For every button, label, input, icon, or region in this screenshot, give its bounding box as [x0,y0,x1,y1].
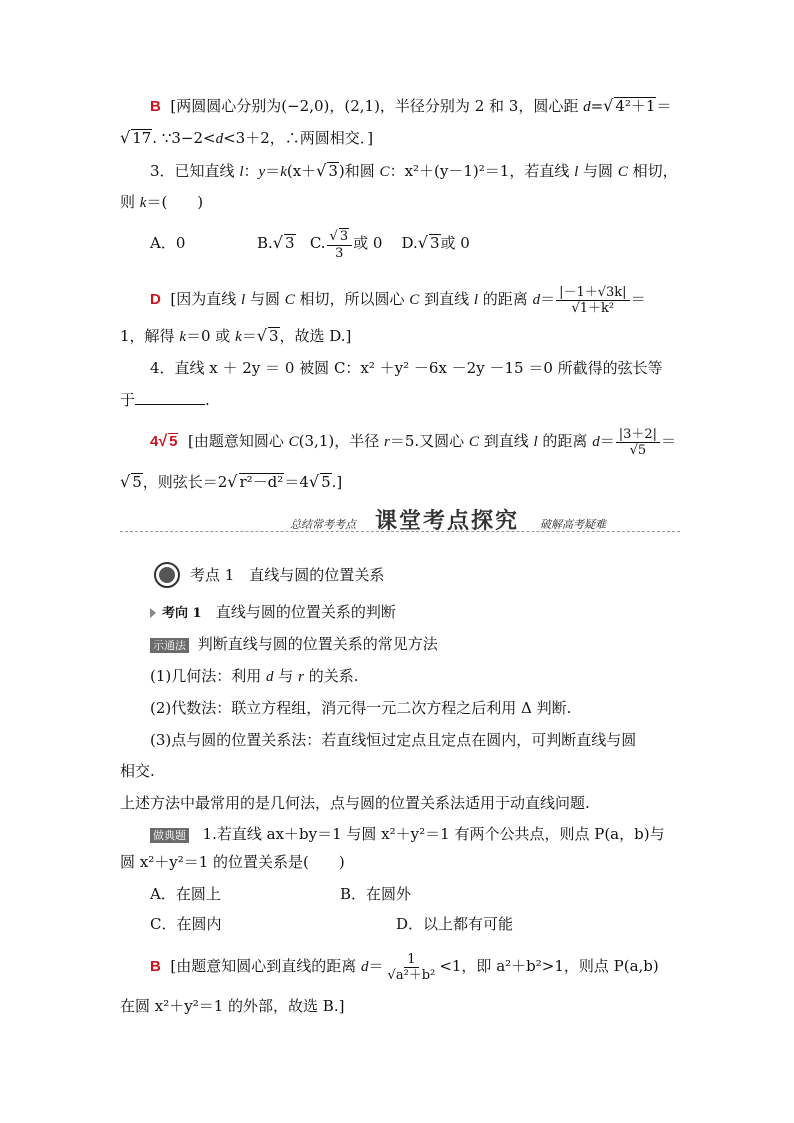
denominator: √5 [629,442,647,458]
kaoxiang-label: 考向 1 [162,606,202,621]
denominator: √1＋k² [571,300,615,316]
stem-text: ＝ [265,162,281,180]
kaodian-title: 考点 1 直线与圆的位置关系 [190,566,385,584]
stem-text: 4．直线 x ＋ 2y ＝ 0 被圆 C：x² ＋y² －6x －2y －15 ＝0 所截得的弦长等 [150,359,663,377]
answer-value: 4√ 5 [150,433,178,450]
q2-answer-line2 [120,128,373,149]
sqrt-sign: √ [120,472,131,491]
answer-letter: B [150,958,161,975]
q2-answer-line1 [150,96,672,117]
kaoxiang-heading [150,602,396,624]
stem-text: )和圆 [338,162,380,180]
method-text: 与 [273,667,299,685]
answer-text: .] [331,473,343,491]
option-b [257,234,296,252]
banner-title: 课堂考点探究 [375,509,520,534]
sqrt-sign: √ [227,472,238,491]
numerator: |3＋2| [616,427,660,443]
sqrt-sign: √ [272,233,283,252]
radicand: 5 [321,473,331,491]
option-d [402,234,470,252]
option-a: A．在圆上 [150,885,221,903]
answer-text: ，则弦长＝2 [142,473,228,491]
denominator: 3 [335,245,344,261]
method-text: 上述方法中最常用的是几何法，点与圆的位置关系法适用于动直线问题. [120,794,590,812]
sqrt-sign: √ [256,326,267,345]
banner-left-caption: 总结常考考点 [290,518,356,531]
answer-letter: B [150,98,161,115]
answer-text: (3,1)，半径 [298,432,384,450]
method-summary [120,793,590,813]
answer-text: ，故选 D.] [279,327,352,345]
answer-text: 到直线 [419,290,474,308]
var-l: l [239,164,244,180]
stem-text: ： [243,162,259,180]
q3-options [150,226,470,261]
stem-text: 相切， [627,162,678,180]
stem-text: (x＋ [286,162,317,180]
answer-text: <3＋2，∴两圆相交．] [223,129,374,147]
divider [120,531,680,532]
method-text: (2)代数法：联立方程组，消元得一元二次方程之后利用 Δ 判断. [150,699,572,717]
equals: ＝ [661,432,677,450]
sqrt-sign: √ [308,472,320,491]
var-k: k [280,164,287,180]
option-a: A．0 [150,234,186,252]
var-l: l [533,434,538,450]
option-text: 或 0 [353,234,383,252]
answer-text: [由题意知圆心到直线的距离 [170,957,362,975]
answer-text: ＝4 [284,473,309,491]
section-banner [120,504,680,534]
triangle-right-icon [150,608,156,618]
sqrt-sign: √ [316,161,327,180]
answer-text: ＝0 或 [185,327,236,345]
method-text: 相交. [120,762,155,780]
answer-text: ＝ [241,327,257,345]
equals: ＝ [540,290,556,308]
answer-text: 与圆 [245,290,285,308]
var-l: l [473,292,479,308]
circle-bullet-icon [154,562,180,588]
stem-text: 圆 x²＋y²＝1 的位置关系是( ) [120,853,345,871]
var-y: y [258,164,266,180]
denominator: √a²＋b² [387,967,436,983]
var-k: k [179,329,186,345]
example-options-row2 [150,914,513,934]
fraction [385,952,439,983]
option-label: C. [309,234,326,252]
answer-text: 到直线 [478,432,534,450]
answer-text: [两圆圆心分别为(−2,0)，(2,1)，半径分别为 2 和 3，圆心距 [170,97,584,115]
stem-text: ＝( ) [146,193,204,211]
option-c [309,228,383,261]
option-text: 或 0 [440,234,470,252]
answer-text: 的距离 [537,432,593,450]
radicand: 17 [132,129,152,147]
answer-blank[interactable] [135,390,205,405]
answer-text: 相切，所以圆心 [294,290,410,308]
equals: = [590,97,604,115]
method-heading [150,634,438,654]
example-options-row1 [150,884,411,904]
var-d: d [215,131,224,147]
var-d: d [592,434,600,450]
var-d: d [361,959,369,975]
var-c: C [468,434,479,450]
radicand: 3 [328,162,338,180]
stem-text: 则 [120,193,140,211]
stem-text: 1.若直线 ax＋by＝1 与圆 x²＋y²＝1 有两个公共点，则点 P(a，b)与 [202,825,665,843]
fraction: $\frac{√ 3}{3}$ [327,228,353,261]
var-c: C [288,434,299,450]
method-item-1 [150,666,358,687]
equals: ＝ [368,957,384,975]
method-title: 判断直线与圆的位置关系的常见方法 [197,635,438,653]
option-d: D．以上都有可能 [396,915,514,933]
example-stem-line1 [150,824,665,844]
kaoxiang-title: 直线与圆的位置关系的判断 [215,603,396,621]
answer-text: 在圆 x²＋y²＝1 的外部，故选 B.] [120,997,345,1015]
example-answer-line1 [150,948,659,985]
answer-text: 1，解得 [120,327,180,345]
equals: ＝ [630,290,646,308]
answer-text: [由题意知圆心 [188,432,289,450]
q4-stem-line1 [150,358,663,378]
answer-text: 的距离 [478,290,533,308]
var-l: l [241,292,246,308]
answer-text: [因为直线 [170,290,242,308]
radicand: 3 [429,234,440,252]
sqrt-sign: √ [603,96,614,115]
radicand: 4²＋1 [615,97,656,115]
answer-letter: D [150,291,161,308]
method-item-3 [150,730,636,750]
method-tag: 示通法 [150,638,189,653]
sqrt-sign: √ [120,128,131,147]
radicand: r²－d² [239,473,284,491]
radicand: 3 [339,228,349,244]
var-d: d [583,99,591,115]
stem-text: . [205,391,210,409]
method-text: 的关系. [303,667,359,685]
q3-answer-line1 [150,282,646,317]
var-c: C [379,164,390,180]
numerator: 1 [404,952,418,968]
var-k: k [139,195,147,211]
stem-text: 3．已知直线 [150,162,240,180]
var-c: C [409,292,420,308]
sqrt-sign: √ [417,233,428,252]
answer-text: ＝5.又圆心 [389,432,469,450]
q4-answer-line2 [120,472,342,492]
var-k: k [235,329,242,345]
equals: ＝ [656,97,672,115]
fraction [556,285,629,316]
example-stem-line2 [120,852,345,872]
radicand: 3 [268,327,279,345]
q3-stem-line2 [120,192,203,213]
var-c: C [617,164,628,180]
method-item-3-cont [120,761,155,781]
var-d: d [532,292,541,308]
var-r: r [383,434,390,450]
var-c: C [284,292,295,308]
stem-text: 于 [120,391,136,409]
option-label: B. [256,234,273,252]
q4-stem-line2 [120,390,210,410]
example-answer-line2 [120,996,344,1016]
option-b: B．在圆外 [340,885,412,903]
method-item-2 [150,698,571,718]
numerator: |－1＋√3k| [556,285,629,301]
example-tag: 做典题 [150,828,189,843]
radicand: 3 [284,234,295,252]
var-d: d [266,669,274,685]
q3-answer-line2 [120,326,351,347]
q4-answer-line1 [150,424,676,459]
stem-text: ：x²＋(y－1)²＝1，若直线 [389,162,575,180]
stem-text: 与圆 [578,162,618,180]
radicand: 5 [132,473,142,491]
method-text: (1)几何法：利用 [150,667,267,685]
q3-stem-line1 [150,161,678,182]
var-r: r [298,669,304,685]
equals: ＝ [599,432,615,450]
answer-text: <1，即 a²＋b²>1，则点 P(a,b) [439,957,659,975]
method-text: (3)点与圆的位置关系法：若直线恒过定点且定点在圆内，可判断直线与圆 [150,731,637,749]
kaodian-heading [190,565,384,585]
answer-text: . ∵3−2< [152,129,216,147]
option-label: D. [401,234,418,252]
option-c: C．在圆内 [150,915,222,933]
fraction [616,427,660,458]
banner-right-caption: 破解高考疑难 [540,518,606,531]
var-l: l [574,164,579,180]
